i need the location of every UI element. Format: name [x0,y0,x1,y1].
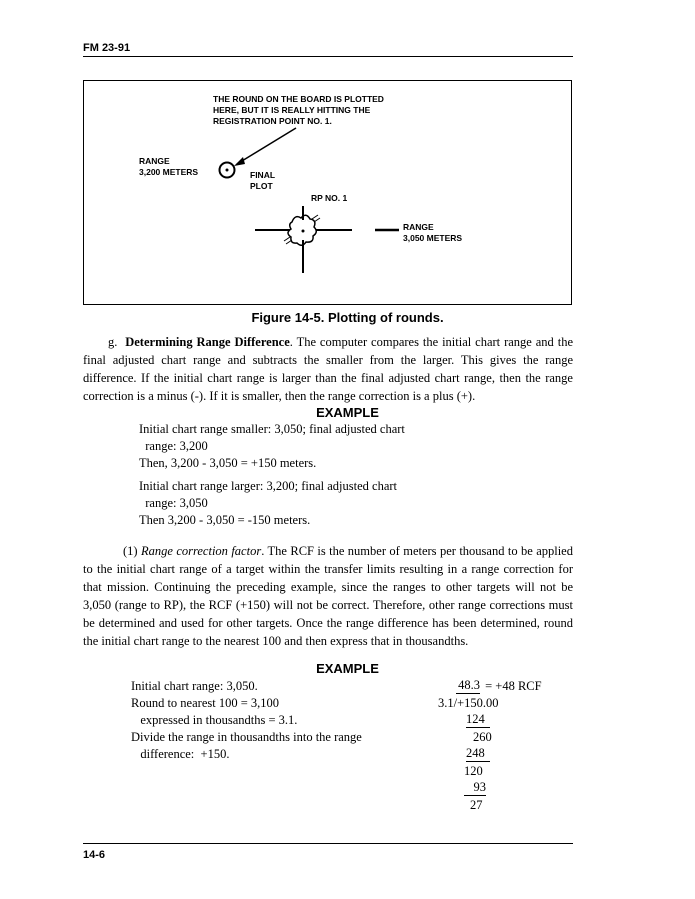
para-g-text: . The computer compares the initial chart range and the final adjusted chart range and subtracts the smaller from the larger. This gives the range difference. If the initial chart range is larger than the final adjusted chart range, then the range correction is a minus (-). If it is smaller, then the range correction is a plus (+). [83,335,573,403]
example2-line: Initial chart range: 3,050. [131,679,258,693]
example2-title: EXAMPLE [316,661,379,676]
arrow-head-icon [234,157,245,166]
callout-arrow-line [237,128,296,164]
example1-block1 [139,421,405,472]
example1-block2 [139,478,397,529]
para-1-term: Range correction factor [140,544,262,558]
division-dividend: 3.1/+150.00 [438,696,499,710]
division-step: 260 [473,730,492,744]
example1-line: Then, 3,200 - 3,050 = +150 meters. [139,456,317,470]
example2-line: Round to nearest 100 = 3,100 [131,696,280,710]
para-g-heading: Determining Range Difference [125,335,290,349]
footer-rule [83,843,573,844]
rp-center-dot [302,230,305,233]
division-step: 27 [470,798,483,812]
example1-line: range: 3,200 [139,439,208,453]
paragraph-1 [83,542,573,650]
example1-line: Initial chart range larger: 3,200; final adjusted chart [139,479,398,493]
burst-tick-4 [314,218,320,222]
division-result: = +48 RCF [482,679,542,693]
final-plot-dot [226,169,229,172]
figure-callout: THE ROUND ON THE BOARD IS PLOTTED HERE, BUT IT IS REALLY HITTING THE REGISTRATION POINT NO. 1. [213,94,384,126]
para-1-text: . The RCF is the number of meters per thousand to be applied to the initial chart range of a target within the transfer limits resulting in a range correction for that mission. Continuing the preceding example, since the ranges to other targets will not be 3,050 (range to RP), the RCF (+150) will not be correct. Therefore, other range corrections must be determined and used for other targets. Once the range difference has been determined, round the initial chart range to the nearest 100 and then express that in thousandths. [83,544,573,648]
example2-line: Divide the range in thousandths into the range [131,730,362,744]
example1-line: Then 3,200 - 3,050 = -150 meters. [139,513,311,527]
division-step: 248 [466,746,490,762]
division-step: 124 [466,712,490,728]
division-step: 120 [464,764,483,778]
example2-lines [131,678,362,763]
example1-title: EXAMPLE [316,405,379,420]
paragraph-g [83,333,573,405]
example1-line: Initial chart range smaller: 3,050; final adjusted chart [139,422,405,436]
example2-line: expressed in thousandths = 3.1. [131,713,298,727]
para-g-lead: g. [108,335,118,349]
example2-line: difference: +150. [131,747,230,761]
division-step: 93 [464,780,486,796]
figure-drawing [0,0,695,320]
burst-tick-3 [312,215,318,219]
para-1-lead: (1) [123,544,141,558]
rp-label: RP NO. 1 [311,193,348,203]
range-left-label: RANGE 3,200 METERS [139,156,199,177]
division-quotient: 48.3 [456,678,480,694]
manual-header: FM 23-91 [83,42,131,54]
range-right-label: RANGE 3,050 METERS [403,222,463,243]
example1-line: range: 3,050 [139,496,208,510]
page-number: 14-6 [83,849,106,861]
figure-caption: Figure 14-5. Plotting of rounds. [251,310,444,325]
burst-tick-1 [284,237,290,241]
final-plot-label: FINAL PLOT [250,170,276,191]
